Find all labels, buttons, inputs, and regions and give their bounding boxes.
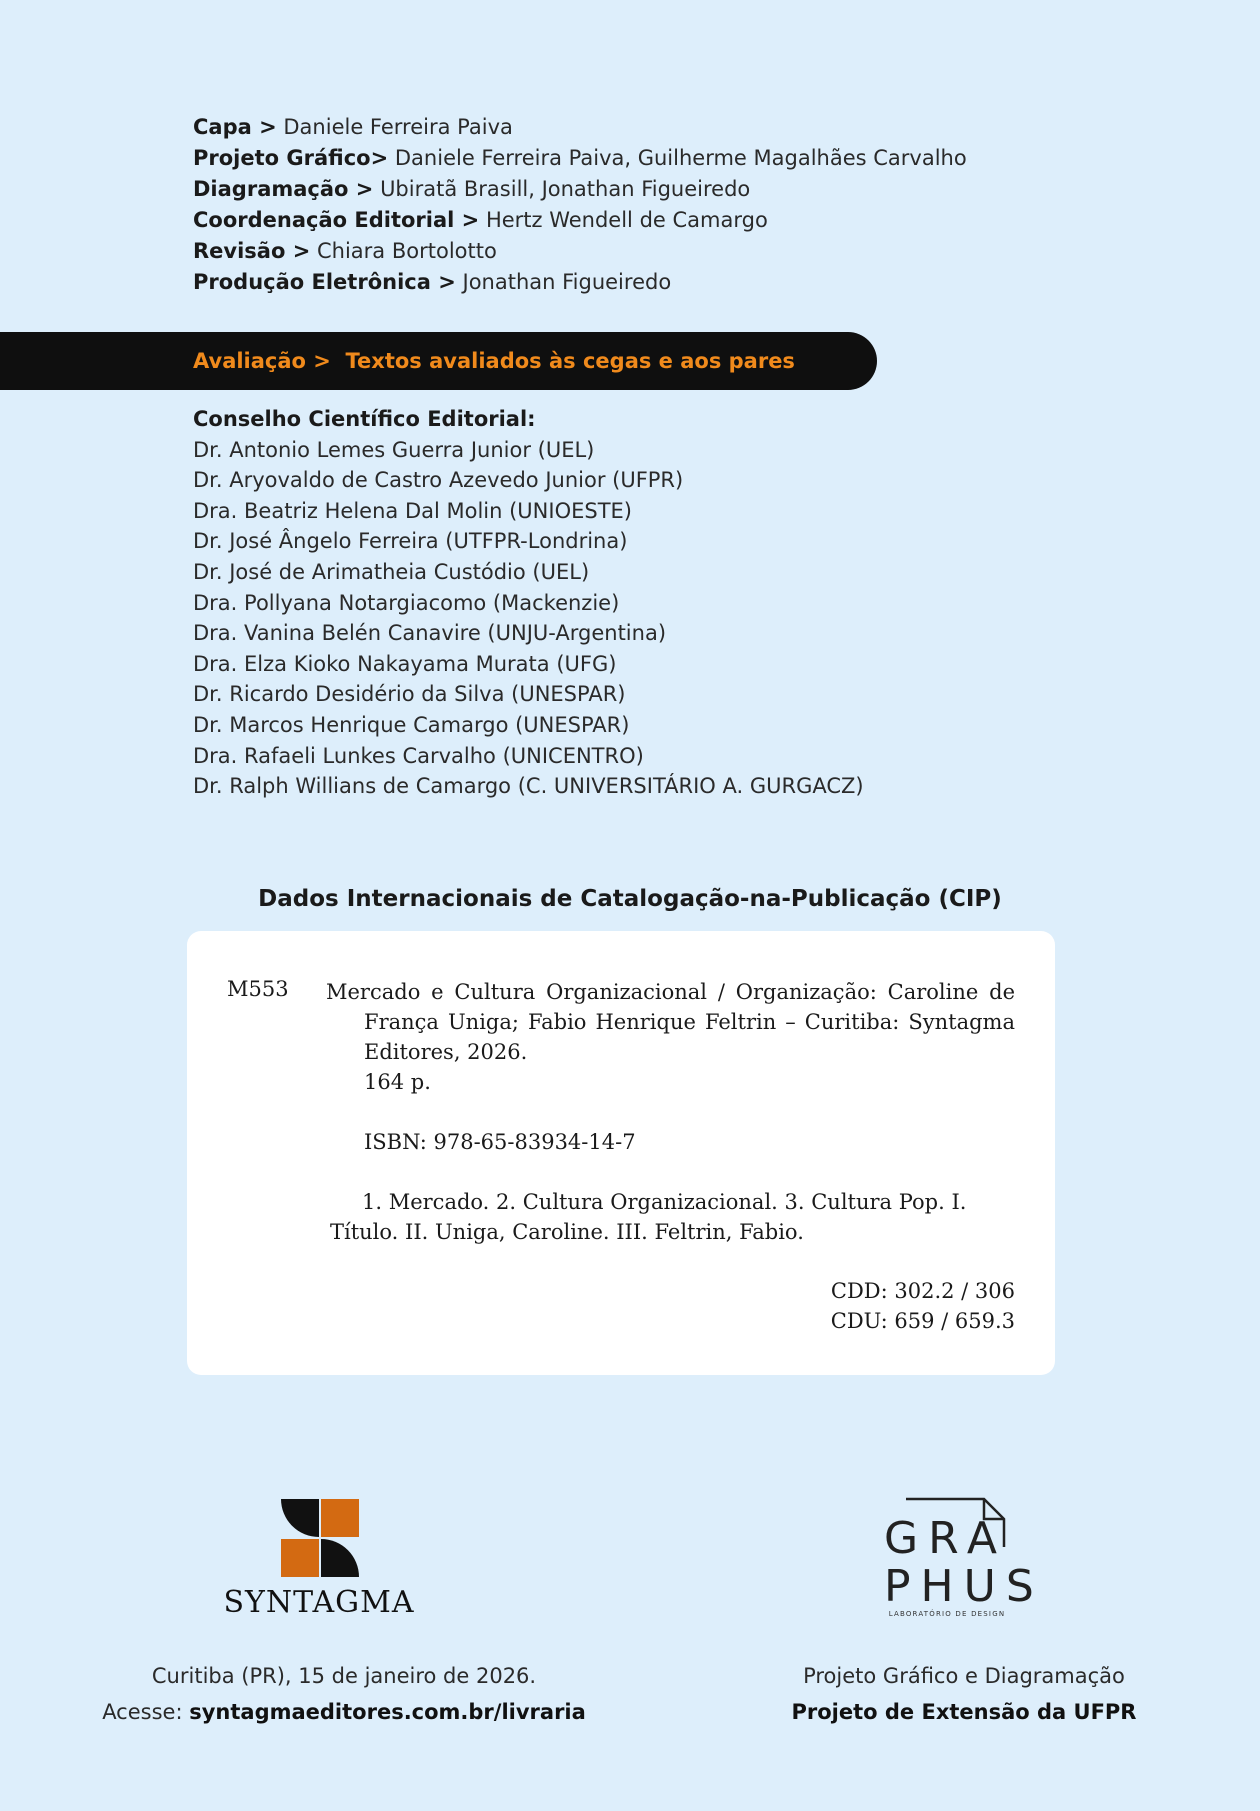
publisher-footer — [0, 1658, 688, 1730]
council-member: Dra. Beatriz Helena Dal Molin (UNIOESTE) — [193, 498, 632, 523]
syntagma-logo — [221, 1497, 417, 1621]
graphus-wordmark-line1: GRA — [884, 1513, 1007, 1564]
store-link[interactable]: syntagmaeditores.com.br/livraria — [189, 1700, 586, 1724]
credit-revision: Revisão > Chiara Bortolotto — [193, 239, 497, 263]
council-member: Dra. Pollyana Notargiacomo (Mackenzie) — [193, 590, 620, 615]
cip-pages: 164 p. — [364, 1070, 431, 1094]
credit-graphic-design: Projeto Gráfico> Daniele Ferreira Paiva, Guilherme Magalhães Carvalho — [193, 146, 967, 170]
cip-cdd: CDD: 302.2 / 306 — [830, 1279, 1015, 1303]
cip-cdu: CDU: 659 / 659.3 — [830, 1309, 1015, 1333]
cip-classification — [831, 1276, 1015, 1336]
council-member: Dr. José Ângelo Ferreira (UTFPR-Londrina) — [193, 529, 628, 554]
council-member: Dra. Elza Kioko Nakayama Murata (UFG) — [193, 651, 617, 676]
council-member: Dr. Aryovaldo de Castro Azevedo Junior (UFPR) — [193, 468, 684, 493]
editorial-council — [193, 404, 864, 802]
extension-project: Projeto de Extensão da UFPR — [791, 1700, 1137, 1724]
cip-subjects: 1. Mercado. 2. Cultura Organizacional. 3. Cultura Pop. I. Título. II. Uniga, Caroline. III. Feltrin, Fabio. — [330, 1190, 967, 1244]
evaluation-band — [0, 332, 877, 390]
council-title: Conselho Científico Editorial: — [193, 407, 536, 431]
design-footer — [700, 1658, 1228, 1730]
council-member: Dr. Marcos Henrique Camargo (UNESPAR) — [193, 712, 630, 737]
design-credit: Projeto Gráfico e Diagramação — [803, 1664, 1125, 1688]
credit-cover: Capa > Daniele Ferreira Paiva — [193, 115, 513, 139]
cip-isbn: ISBN: 978-65-83934-14-7 — [364, 1130, 636, 1154]
evaluation-text: Avaliação > Textos avaliados às cegas e aos pares — [193, 349, 795, 373]
credit-editorial-coordination: Coordenação Editorial > Hertz Wendell de Camargo — [193, 208, 768, 232]
council-member: Dr. José de Arimatheia Custódio (UEL) — [193, 559, 590, 584]
credit-electronic-production: Produção Eletrônica > Jonathan Figueiredo — [193, 270, 672, 294]
council-member: Dra. Rafaeli Lunkes Carvalho (UNICENTRO) — [193, 743, 644, 768]
credits-block — [193, 112, 967, 298]
council-member: Dra. Vanina Belén Canavire (UNJU-Argentina) — [193, 621, 667, 646]
publication-date: Curitiba (PR), 15 de janeiro de 2026. — [151, 1664, 537, 1688]
syntagma-mark-icon — [281, 1499, 359, 1577]
syntagma-wordmark: SYNTAGMA — [223, 1585, 415, 1620]
cip-call-number: M553 — [227, 977, 289, 1001]
access-line: Acesse: syntagmaeditores.com.br/livraria — [102, 1700, 586, 1724]
graphus-wordmark-line2: PHUS — [884, 1561, 1044, 1612]
graphus-logo — [878, 1497, 1044, 1621]
council-member: Dr. Ralph Willians de Camargo (C. UNIVERSITÁRIO A. GURGACZ) — [193, 774, 864, 799]
graphus-subtitle: LABORATÓRIO DE DESIGN — [888, 1610, 1006, 1618]
credit-layout: Diagramação > Ubiratã Brasill, Jonathan Figueiredo — [193, 177, 751, 201]
council-member: Dr. Ricardo Desidério da Silva (UNESPAR) — [193, 682, 626, 707]
cip-card — [187, 931, 1055, 1375]
cip-title: Dados Internacionais de Catalogação-na-Publicação (CIP) — [258, 886, 1002, 912]
council-member: Dr. Antonio Lemes Guerra Junior (UEL) — [193, 437, 595, 462]
cip-entry: Mercado e Cultura Organizacional / Organização: Caroline de França Uniga; Fabio Henrique Feltrin – Curitiba: Syntagma Editores, 2026. — [326, 980, 1015, 1064]
